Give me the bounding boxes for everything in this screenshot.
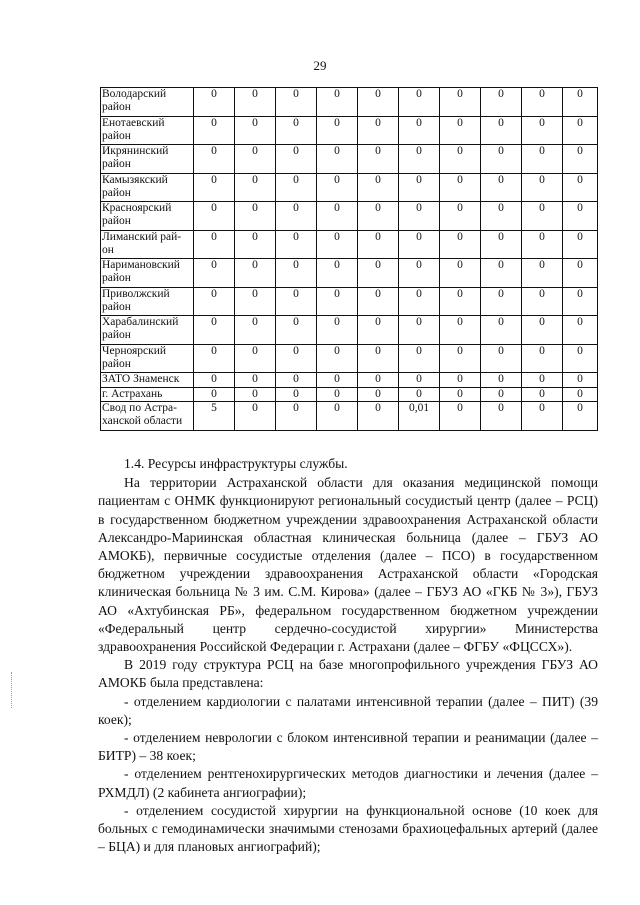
value-cell: 0 xyxy=(481,202,522,231)
value-cell: 0 xyxy=(440,387,481,402)
value-cell: 0 xyxy=(563,373,598,388)
value-cell: 0 xyxy=(399,116,440,145)
value-cell: 0 xyxy=(235,145,276,174)
district-name-cell: Лиманский рай-он xyxy=(101,230,194,259)
value-cell: 0 xyxy=(235,116,276,145)
value-cell: 0 xyxy=(317,88,358,117)
value-cell: 0 xyxy=(317,402,358,431)
value-cell: 0 xyxy=(563,344,598,373)
value-cell: 0 xyxy=(358,344,399,373)
value-cell: 0 xyxy=(522,116,563,145)
district-name-cell: Наримановский район xyxy=(101,259,194,288)
value-cell: 0 xyxy=(399,387,440,402)
value-cell: 0 xyxy=(358,387,399,402)
value-cell: 0 xyxy=(522,344,563,373)
table-row xyxy=(101,402,598,431)
value-cell: 0 xyxy=(522,259,563,288)
value-cell: 0 xyxy=(317,202,358,231)
value-cell: 0 xyxy=(522,202,563,231)
list-item: - отделением неврологии с блоком интенсивной терапии и реанимации (далее – БИТР) – 38 коек; xyxy=(98,730,598,764)
value-cell: 0 xyxy=(235,316,276,345)
value-cell: 0 xyxy=(440,316,481,345)
value-cell: 0 xyxy=(358,373,399,388)
value-cell: 0 xyxy=(563,173,598,202)
value-cell: 0 xyxy=(399,88,440,117)
value-cell: 0 xyxy=(522,230,563,259)
value-cell: 0 xyxy=(440,230,481,259)
value-cell: 0 xyxy=(563,316,598,345)
value-cell: 0 xyxy=(194,230,235,259)
value-cell: 0 xyxy=(440,173,481,202)
value-cell: 0 xyxy=(358,202,399,231)
district-name-cell: Свод по Астра-ханской области xyxy=(101,402,194,431)
value-cell: 0 xyxy=(481,344,522,373)
value-cell: 0 xyxy=(317,287,358,316)
value-cell: 0 xyxy=(522,316,563,345)
value-cell: 0 xyxy=(563,145,598,174)
value-cell: 0 xyxy=(440,145,481,174)
district-name-cell: Володарский район xyxy=(101,88,194,117)
district-name-cell: Черноярский район xyxy=(101,344,194,373)
value-cell: 0 xyxy=(235,230,276,259)
value-cell: 0 xyxy=(440,259,481,288)
district-name-cell: Красноярский район xyxy=(101,202,194,231)
value-cell: 0 xyxy=(563,202,598,231)
value-cell: 0 xyxy=(276,88,317,117)
value-cell: 0 xyxy=(276,387,317,402)
district-name-cell: Приволжский район xyxy=(101,287,194,316)
value-cell: 0 xyxy=(399,202,440,231)
value-cell: 0 xyxy=(399,230,440,259)
value-cell: 0 xyxy=(276,287,317,316)
value-cell: 0 xyxy=(317,344,358,373)
value-cell: 0 xyxy=(358,402,399,431)
value-cell: 0 xyxy=(194,202,235,231)
value-cell: 0,01 xyxy=(399,402,440,431)
value-cell: 0 xyxy=(358,173,399,202)
value-cell: 0 xyxy=(317,116,358,145)
value-cell: 0 xyxy=(276,316,317,345)
value-cell: 0 xyxy=(358,88,399,117)
value-cell: 0 xyxy=(358,287,399,316)
value-cell: 0 xyxy=(358,145,399,174)
value-cell: 0 xyxy=(522,145,563,174)
value-cell: 0 xyxy=(194,259,235,288)
value-cell: 0 xyxy=(563,402,598,431)
value-cell: 0 xyxy=(399,145,440,174)
value-cell: 0 xyxy=(399,287,440,316)
value-cell: 0 xyxy=(440,287,481,316)
value-cell: 0 xyxy=(235,259,276,288)
value-cell: 0 xyxy=(522,373,563,388)
district-name-cell: Камызякский район xyxy=(101,173,194,202)
value-cell: 0 xyxy=(276,344,317,373)
value-cell: 0 xyxy=(358,259,399,288)
table-row xyxy=(101,387,598,402)
scan-margin-mark xyxy=(11,672,13,708)
value-cell: 0 xyxy=(235,202,276,231)
value-cell: 0 xyxy=(481,316,522,345)
value-cell: 0 xyxy=(276,145,317,174)
value-cell: 0 xyxy=(481,402,522,431)
value-cell: 0 xyxy=(317,387,358,402)
value-cell: 0 xyxy=(399,173,440,202)
table-row xyxy=(101,116,598,145)
value-cell: 0 xyxy=(563,230,598,259)
value-cell: 0 xyxy=(194,287,235,316)
value-cell: 0 xyxy=(235,88,276,117)
value-cell: 0 xyxy=(481,230,522,259)
body-text xyxy=(98,455,598,856)
value-cell: 0 xyxy=(481,173,522,202)
value-cell: 0 xyxy=(440,344,481,373)
value-cell: 0 xyxy=(194,116,235,145)
value-cell: 0 xyxy=(481,259,522,288)
value-cell: 0 xyxy=(235,344,276,373)
value-cell: 0 xyxy=(276,173,317,202)
value-cell: 0 xyxy=(276,230,317,259)
district-name-cell: Икрянинский район xyxy=(101,145,194,174)
value-cell: 0 xyxy=(317,316,358,345)
value-cell: 0 xyxy=(235,387,276,402)
value-cell: 0 xyxy=(481,145,522,174)
value-cell: 0 xyxy=(399,316,440,345)
value-cell: 0 xyxy=(399,259,440,288)
value-cell: 0 xyxy=(440,202,481,231)
value-cell: 0 xyxy=(235,287,276,316)
value-cell: 0 xyxy=(481,287,522,316)
value-cell: 0 xyxy=(317,145,358,174)
value-cell: 0 xyxy=(563,116,598,145)
value-cell: 0 xyxy=(399,373,440,388)
value-cell: 0 xyxy=(194,173,235,202)
value-cell: 0 xyxy=(440,402,481,431)
table-row xyxy=(101,344,598,373)
paragraph: В 2019 году структура РСЦ на базе многопрофильного учреждения ГБУЗ АО АМОКБ была представлена: xyxy=(98,657,598,691)
value-cell: 0 xyxy=(235,173,276,202)
value-cell: 0 xyxy=(276,202,317,231)
table-row xyxy=(101,230,598,259)
table-row xyxy=(101,173,598,202)
value-cell: 0 xyxy=(481,373,522,388)
value-cell: 0 xyxy=(194,387,235,402)
value-cell: 0 xyxy=(522,287,563,316)
district-name-cell: Харабалинский район xyxy=(101,316,194,345)
table-row xyxy=(101,287,598,316)
value-cell: 0 xyxy=(440,116,481,145)
list-item: - отделением рентгенохирургических методов диагностики и лечения (далее – РХМДЛ) (2 кабинета ангиографии); xyxy=(98,766,598,800)
value-cell: 0 xyxy=(522,387,563,402)
value-cell: 0 xyxy=(563,287,598,316)
value-cell: 0 xyxy=(276,116,317,145)
value-cell: 0 xyxy=(235,402,276,431)
list-item: - отделением кардиологии с палатами интенсивной терапии (далее – ПИТ) (39 коек); xyxy=(98,693,598,727)
value-cell: 0 xyxy=(276,259,317,288)
list-item: - отделением сосудистой хирургии на функциональной основе (10 коек для больных с гемодинамически значимыми стенозами брахиоцефальных артерий (далее – БЦА) и для плановых ангиографий); xyxy=(98,802,598,855)
paragraph: На территории Астраханской области для оказания медицинской помощи пациентам с ОНМК функционируют региональный сосудистый центр (далее – РСЦ) в государственном бюджетном учреждении здравоохранения Астраханской области Александро-Мариинская областная клиническая больница (далее – ГБУЗ АО АМОКБ), первичные сосудистые отделения (далее – ПСО) в государственном бюджетном учреждении здравоохранения Астраханской области «Городская клиническая больница № 3 им. С.М. Кирова» (далее – ГБУЗ АО «ГКБ № 3»), ГБУЗ АО «Ахтубинская РБ», федеральном государственном бюджетном учреждении «Федеральный центр сердечно-сосудистой хирургии» Министерства здравоохранения Российской Федерации г. Астрахани (далее – ФГБУ «ФЦССХ»). xyxy=(98,475,598,655)
value-cell: 0 xyxy=(440,88,481,117)
district-name-cell: Енотаевский район xyxy=(101,116,194,145)
page-number: 29 xyxy=(313,58,327,73)
value-cell: 0 xyxy=(481,88,522,117)
value-cell: 0 xyxy=(317,259,358,288)
value-cell: 0 xyxy=(276,373,317,388)
value-cell: 0 xyxy=(194,88,235,117)
section-heading: 1.4. Ресурсы инфраструктуры службы. xyxy=(124,456,348,471)
value-cell: 0 xyxy=(522,173,563,202)
district-name-cell: ЗАТО Знаменск xyxy=(101,373,194,388)
statistics-table xyxy=(100,87,598,431)
table-row xyxy=(101,88,598,117)
value-cell: 0 xyxy=(358,230,399,259)
value-cell: 0 xyxy=(522,88,563,117)
value-cell: 0 xyxy=(317,173,358,202)
value-cell: 0 xyxy=(194,344,235,373)
table-row xyxy=(101,316,598,345)
value-cell: 0 xyxy=(317,373,358,388)
value-cell: 0 xyxy=(563,387,598,402)
value-cell: 0 xyxy=(194,373,235,388)
value-cell: 0 xyxy=(399,344,440,373)
value-cell: 0 xyxy=(563,88,598,117)
value-cell: 0 xyxy=(194,316,235,345)
value-cell: 0 xyxy=(481,387,522,402)
value-cell: 0 xyxy=(440,373,481,388)
value-cell: 0 xyxy=(358,316,399,345)
table-row xyxy=(101,145,598,174)
value-cell: 0 xyxy=(317,230,358,259)
value-cell: 0 xyxy=(358,116,399,145)
value-cell: 0 xyxy=(194,145,235,174)
value-cell: 0 xyxy=(522,402,563,431)
table-row xyxy=(101,259,598,288)
value-cell: 0 xyxy=(481,116,522,145)
value-cell: 5 xyxy=(194,402,235,431)
table-row xyxy=(101,373,598,388)
value-cell: 0 xyxy=(563,259,598,288)
value-cell: 0 xyxy=(235,373,276,388)
value-cell: 0 xyxy=(276,402,317,431)
district-name-cell: г. Астрахань xyxy=(101,387,194,402)
table-row xyxy=(101,202,598,231)
